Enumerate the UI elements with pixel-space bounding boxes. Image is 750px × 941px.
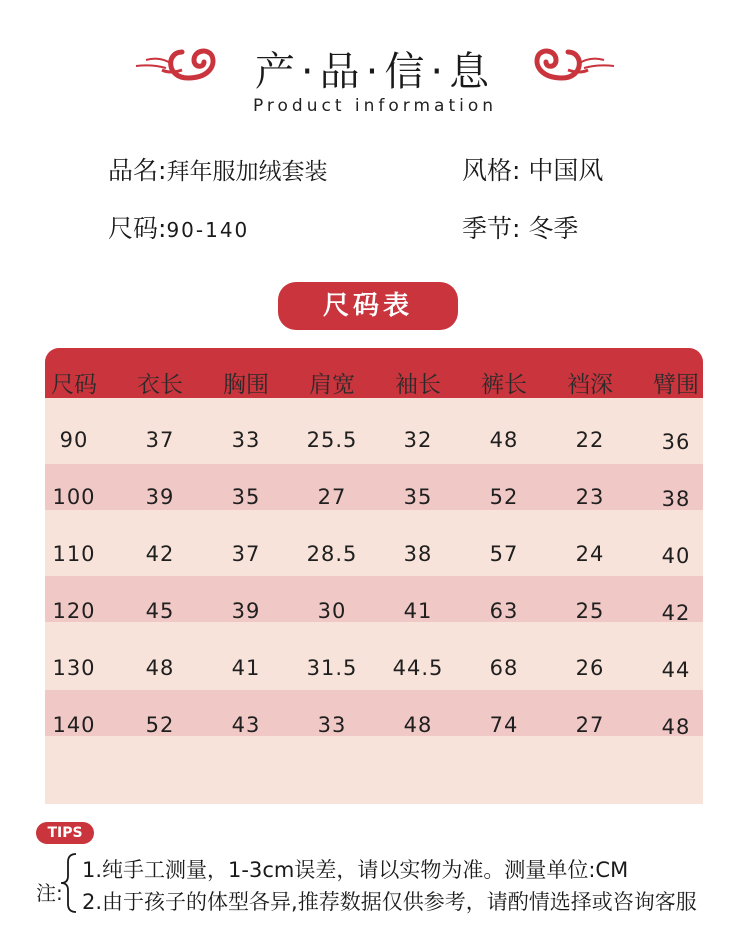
table-cell: 90: [59, 428, 89, 452]
table-row: [45, 599, 703, 656]
note-label: 注:: [36, 881, 63, 905]
table-cell: 27: [575, 713, 605, 737]
table-row: [45, 428, 703, 485]
table-cell: 140: [52, 713, 96, 737]
product-style-value: 中国风: [528, 156, 604, 185]
table-cell: 57: [489, 542, 519, 566]
table-cell: 44: [661, 658, 691, 682]
header-pants: 裤长: [481, 372, 527, 398]
table-cell: 30: [317, 599, 347, 623]
table-cell: 48: [489, 428, 519, 452]
table-cell: 42: [145, 542, 175, 566]
product-name-label: 品名:: [108, 156, 167, 185]
table-cell: 41: [403, 599, 433, 623]
table-row: [45, 656, 703, 713]
header-size: 尺码: [51, 372, 97, 398]
table-cell: 31.5: [306, 656, 358, 680]
table-cell: 33: [317, 713, 347, 737]
table-cell: 38: [403, 542, 433, 566]
left-brace-icon: [58, 852, 80, 918]
table-cell: 22: [575, 428, 605, 452]
table-cell: 33: [231, 428, 261, 452]
product-style-info: [462, 151, 603, 187]
header-chest: 胸围: [223, 372, 269, 398]
tips-badge: TIPS: [36, 822, 94, 844]
table-cell: 36: [661, 430, 691, 454]
table-cell: 40: [661, 544, 691, 568]
tip-note: 1.纯手工测量，1-3cm误差，请以实物为准。测量单位:CM: [82, 858, 629, 882]
product-season-value: 冬季: [528, 214, 579, 243]
product-style-label: 风格:: [462, 156, 521, 185]
table-cell: 35: [403, 485, 433, 509]
table-cell: 41: [231, 656, 261, 680]
table-cell: 130: [52, 656, 96, 680]
table-cell: 39: [145, 485, 175, 509]
page-subtitle: Product information: [252, 96, 498, 116]
size-chart-title: 尺码表: [278, 282, 458, 330]
table-cell: 74: [489, 713, 519, 737]
header-arm: 臂围: [653, 372, 699, 398]
product-season-label: 季节:: [462, 214, 521, 243]
table-cell: 35: [231, 485, 261, 509]
page-title: 产·品·信·息: [254, 49, 496, 95]
table-cell: 24: [575, 542, 605, 566]
table-cell: 44.5: [392, 656, 444, 680]
table-cell: 38: [661, 487, 691, 511]
table-row: [45, 542, 703, 599]
table-cell: 100: [52, 485, 96, 509]
table-cell: 68: [489, 656, 519, 680]
table-cell: 37: [145, 428, 175, 452]
table-cell: 37: [231, 542, 261, 566]
table-row: [45, 713, 703, 770]
table-cell: 25.5: [306, 428, 358, 452]
tip-note: 2.由于孩子的体型各异,推荐数据仅供参考，请酌情选择或咨询客服: [82, 890, 697, 914]
product-name-value: 拜年服加绒套装: [166, 159, 328, 185]
product-name-info: [108, 151, 327, 187]
table-cell: 43: [231, 713, 261, 737]
table-cell: 63: [489, 599, 519, 623]
auspicious-cloud-icon-right: [528, 44, 618, 84]
header-length: 衣长: [137, 372, 183, 398]
header-shoulder: 肩宽: [309, 372, 355, 398]
size-table: [45, 348, 703, 804]
table-cell: 25: [575, 599, 605, 623]
product-size-value: 90-140: [166, 218, 250, 242]
header-sleeve: 袖长: [395, 372, 441, 398]
product-size-label: 尺码:: [108, 214, 167, 243]
table-cell: 45: [145, 599, 175, 623]
header-rise: 裆深: [567, 372, 613, 398]
table-cell: 39: [231, 599, 261, 623]
table-cell: 32: [403, 428, 433, 452]
product-size-info: [108, 209, 249, 245]
table-cell: 52: [489, 485, 519, 509]
table-cell: 52: [145, 713, 175, 737]
table-cell: 26: [575, 656, 605, 680]
table-cell: 48: [403, 713, 433, 737]
table-cell: 48: [145, 656, 175, 680]
table-cell: 120: [52, 599, 96, 623]
table-cell: 23: [575, 485, 605, 509]
product-season-info: [462, 209, 578, 245]
table-header: [45, 348, 703, 398]
table-cell: 27: [317, 485, 347, 509]
table-cell: 28.5: [306, 542, 358, 566]
table-cell: 110: [52, 542, 96, 566]
table-cell: 48: [661, 715, 691, 739]
table-cell: 42: [661, 601, 691, 625]
table-row: [45, 485, 703, 542]
